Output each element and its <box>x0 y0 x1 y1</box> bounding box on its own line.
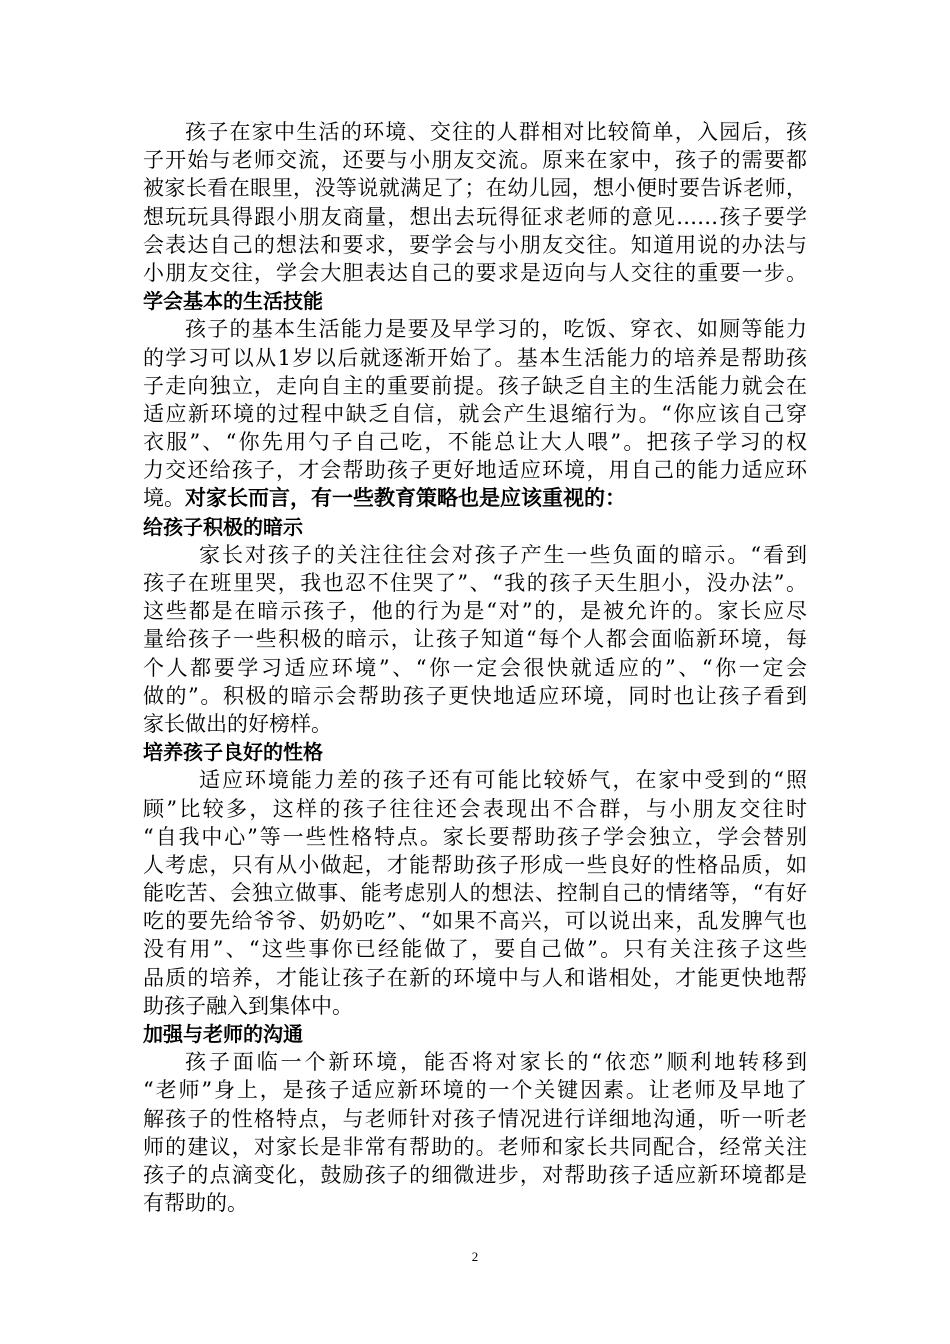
text-line: 力交还给孩子，才会帮助孩子更好地适应环境，用自己的能力适应环 <box>143 458 807 483</box>
bold-lead-in: 对家长而言，有一些教育策略也是应该重视的： <box>185 486 626 511</box>
text-line: “老师”身上，是孩子适应新环境的一个关键因素。让老师及早地了 <box>143 1078 807 1103</box>
section-heading-character: 培养孩子良好的性格 <box>143 740 323 765</box>
text-line: 量给孩子一些积极的暗示，让孩子知道“每个人都会面临新环境，每 <box>143 627 807 652</box>
text-line: 家长做出的好榜样。 <box>143 711 332 736</box>
text-line: 顾”比较多，这样的孩子往往还会表现出不合群，与小朋友交往时 <box>143 796 807 821</box>
hint-paragraph <box>143 541 807 738</box>
text-line: 家长对孩子的关注往往会对孩子产生一些负面的暗示。“看到 <box>199 542 807 567</box>
text-line: 小朋友交往，学会大胆表达自己的要求是迈向与人交往的重要一步。 <box>143 260 807 285</box>
text-line: 子开始与老师交流，还要与小朋友交流。原来在家中，孩子的需要都 <box>143 148 807 173</box>
text-line: 解孩子的性格特点，与老师针对孩子情况进行详细地沟通，听一听老 <box>143 1106 807 1131</box>
teacher-paragraph <box>143 1048 807 1217</box>
text-line: 做的”。积极的暗示会帮助孩子更快地适应环境，同时也让孩子看到 <box>143 683 807 708</box>
section-heading-teacher: 加强与老师的沟通 <box>143 1022 303 1046</box>
text-line: 子走向独立，走向自主的重要前提。孩子缺乏自主的生活能力就会在 <box>143 373 807 398</box>
text-line: 的学习可以从1岁以后就逐渐开始了。基本生活能力的培养是帮助孩 <box>143 345 807 370</box>
text-line: 孩子在家中生活的环境、交往的人群相对比较简单，入园后，孩 <box>185 120 807 144</box>
intro-paragraph <box>143 118 807 287</box>
text-line: 孩子的基本生活能力是要及早学习的，吃饭、穿衣、如厕等能力 <box>185 317 807 342</box>
text-line: 助孩子融入到集体中。 <box>143 993 353 1018</box>
text-line: 能吃苦、会独立做事、能考虑别人的想法、控制自己的情绪等，“有好 <box>143 881 807 906</box>
text-line: 孩子面临一个新环境，能否将对家长的“依恋”顺利地转移到 <box>185 1050 807 1075</box>
text-line: 想玩玩具得跟小朋友商量，想出去玩得征求老师的意见……孩子要学 <box>143 204 807 229</box>
text-line: 适应新环境的过程中缺乏自信，就会产生退缩行为。“你应该自己穿 <box>143 401 807 426</box>
section-heading-hint: 给孩子积极的暗示 <box>143 514 303 539</box>
text-line: 师的建议，对家长是非常有帮助的。老师和家长共同配合，经常关注 <box>143 1134 807 1159</box>
page-number: 2 <box>471 1249 479 1264</box>
text-line <box>143 484 807 512</box>
text-line: 会表达自己的想法和要求，要学会与小朋友交往。知道用说的办法与 <box>143 232 807 257</box>
text-line: 适应环境能力差的孩子还有可能比较娇气，在家中受到的“照 <box>199 768 807 793</box>
section-heading-skills: 学会基本的生活技能 <box>143 289 323 314</box>
text-line: 品质的培养，才能让孩子在新的环境中与人和谐相处，才能更快地帮 <box>143 965 807 990</box>
character-paragraph <box>143 766 807 1020</box>
skills-paragraph <box>143 315 807 512</box>
document-body <box>143 118 807 1217</box>
text-line: 有帮助的。 <box>143 1191 248 1216</box>
text-fragment: 境。 <box>143 486 185 511</box>
text-line: 这些都是在暗示孩子，他的行为是“对”的，是被允许的。家长应尽 <box>143 599 807 624</box>
text-line: 孩子在班里哭，我也忍不住哭了”、“我的孩子天生胆小，没办法”。 <box>143 571 807 595</box>
text-line: 没有用”、“这些事你已经能做了，要自己做”。只有关注孩子这些 <box>143 937 807 962</box>
text-line: 孩子的点滴变化，鼓励孩子的细微进步，对帮助孩子适应新环境都是 <box>143 1162 807 1187</box>
text-line: 衣服”、“你先用勺子自己吃，不能总让大人喂”。把孩子学习的权 <box>143 430 807 455</box>
text-line: 被家长看在眼里，没等说就满足了；在幼儿园，想小便时要告诉老师， <box>143 176 807 201</box>
text-line: 个人都要学习适应环境”、“你一定会很快就适应的”、“你一定会 <box>143 655 807 680</box>
text-line: “自我中心”等一些性格特点。家长要帮助孩子学会独立，学会替别 <box>143 824 807 849</box>
text-line: 人考虑，只有从小做起，才能帮助孩子形成一些良好的性格品质，如 <box>143 852 807 877</box>
text-line: 吃的要先给爷爷、奶奶吃”、“如果不高兴，可以说出来，乱发脾气也 <box>143 909 807 934</box>
